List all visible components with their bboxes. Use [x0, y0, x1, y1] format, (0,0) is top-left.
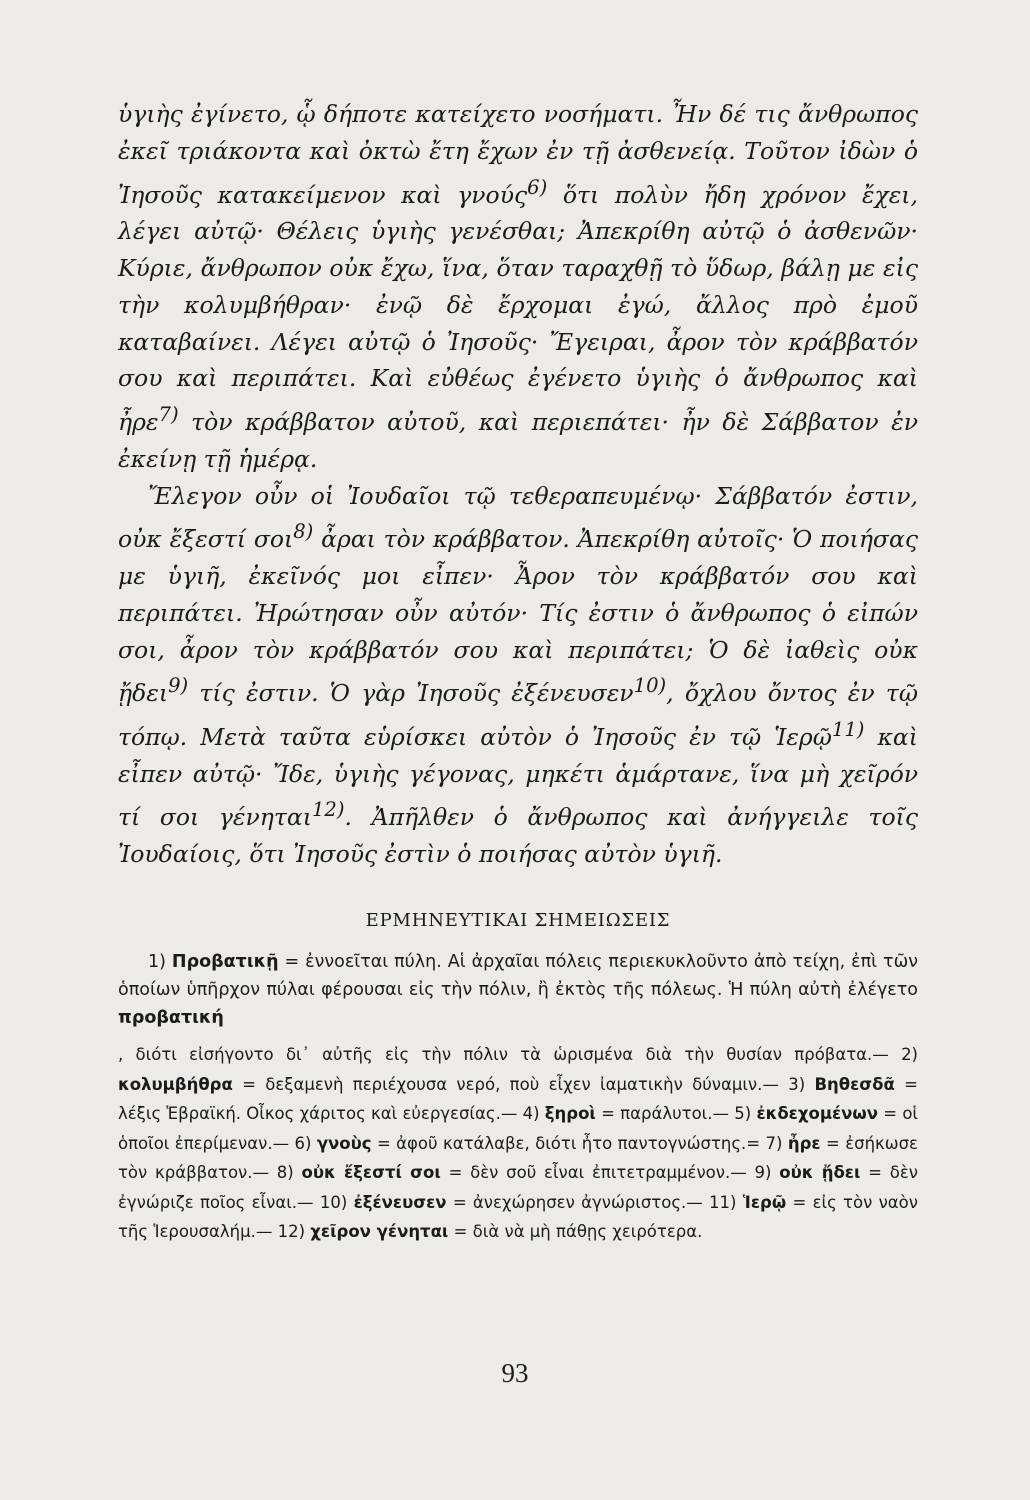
note-term: ἐξένευσεν [353, 1192, 447, 1212]
note-number: 8) [276, 1163, 302, 1182]
footnote-ref-9: 9) [168, 674, 189, 698]
note-definition: , διότι εἰσήγοντο δι᾽ αὐτῆς εἰς τὴν πόλιν τὰ ὡρισμένα διὰ τὴν θυσίαν πρόβατα.— [118, 1045, 902, 1064]
note-term: κολυμβήθρα [118, 1074, 233, 1094]
note-definition: = οἱ ὁποῖοι ἐπερίμεναν.— [118, 1104, 918, 1153]
note-item [320, 1193, 709, 1212]
footnote-ref-10: 10) [633, 674, 667, 698]
explanatory-notes [118, 948, 918, 1247]
note-definition: = δεξαμενὴ περιέχουσα νερό, ποὺ εἶχεν ἰαματικὴν δύναμιν.— [232, 1074, 789, 1094]
note-term: οὐκ ᾔδει [779, 1163, 861, 1182]
text-run: τὸν κράββατον αὐτοῦ, καὶ περιεπάτει· ἦν δὲ Σάββατον ἐν ἐκείνῃ τῇ ἡμέρᾳ. [118, 408, 918, 473]
note-definition: = δὲν σοῦ εἶναι ἐπιτετραμμένον.— [440, 1163, 755, 1182]
note-definition: = δὲν ἐγνώριζε ποῖος εἶναι.— [118, 1163, 918, 1212]
footnote-ref-8: 8) [293, 520, 314, 544]
note-definition: = ἐσήκωσε τὸν κράββατον.— [118, 1133, 918, 1182]
notes-heading: ΕΡΜΗΝΕΥΤΙΚΑΙ ΣΗΜΕΙΩΣΕΙΣ [365, 910, 671, 931]
note-number: 6) [294, 1133, 317, 1153]
note-term: γνοὺς [316, 1133, 372, 1153]
note-term: ἐκδεχομένων [756, 1104, 878, 1123]
note-definition: = λέξις Ἑβραϊκή. Οἶκος χάριτος καὶ εὐεργεσίας.— [118, 1074, 918, 1123]
note-item [294, 1134, 765, 1153]
text-run: ἆραι τὸν κράββατον. Ἀπεκρίθη αὐτοῖς· Ὁ ποιήσας με ὑγιῆ, ἐκεῖνός μοι εἶπεν· Ἆρον τὸν κράββατόν σου καὶ περιπάτει. Ἠρώτησαν οὖν αὐτόν· Τίς ἐστιν ὁ ἄνθρωπος ὁ εἰπών σοι, ἆρον τὸν κράββατόν σου καὶ περιπάτει; Ὁ δὲ ἰαθεὶς οὐκ ᾔδει [118, 525, 918, 708]
footnote-ref-7: 7) [158, 403, 179, 427]
note-definition: = ἐννοεῖται πύλη. Αἱ ἀρχαῖαι πόλεις περιεκυκλοῦντο ἀπὸ τείχη, ἐπὶ τῶν ὁποίων ὑπῆρχον πύλαι φέρουσαι εἰς τὴν πόλιν, ἢ ἐκτὸς τῆς πόλεως. Ἡ πύλη αὐτὴ ἐλέγετο [118, 952, 918, 1000]
note-term: προβατική [118, 1008, 224, 1028]
note-definition: = διὰ νὰ μὴ πάθῃς χειρότερα. [448, 1222, 703, 1241]
note-definition: = εἰς τὸν ναὸν τῆς Ἱερουσαλήμ.— [118, 1192, 918, 1241]
note-number: 3) [788, 1074, 815, 1094]
note-term: οὐκ ἔξεστί σοι [301, 1163, 441, 1182]
note-term: χεῖρον γένηται [310, 1222, 449, 1241]
note-definition: = ἀφοῦ κατάλαβε, διότι ἦτο παντογνώστης.= [371, 1133, 766, 1153]
note-number: 4) [522, 1104, 545, 1123]
note-1 [118, 948, 918, 1032]
footnote-ref-11: 11) [831, 718, 865, 742]
footnote-ref-6: 6) [527, 175, 548, 199]
text-run: . Ἀπῆλθεν ὁ ἄνθρωπος καὶ ἀνήγγειλε τοῖς Ἰουδαίοις, ὅτι Ἰησοῦς ἐστὶν ὁ ποιήσας αὐτὸν ὑγιῆ. [118, 803, 918, 869]
paragraph-1 [118, 96, 918, 478]
note-definition: = ἀνεχώρησεν ἀγνώριστος.— [446, 1192, 710, 1212]
note-number: 5) [734, 1104, 757, 1123]
note-number: 9) [754, 1163, 780, 1182]
note-term: ἦρε [787, 1133, 821, 1153]
text-run: τίς ἐστιν. Ὁ γὰρ Ἰησοῦς ἐξένευσεν [188, 679, 634, 708]
note-term: Ἱερῷ [742, 1192, 787, 1212]
notes-continuation [118, 1040, 918, 1247]
note-number: 11) [709, 1192, 743, 1212]
paragraph-2 [118, 478, 918, 873]
text-run: καὶ εἶπεν αὐτῷ· Ἴδε, ὑγιὴς γέγονας, μηκέτι ἁμάρτανε, ἵνα μὴ χεῖρόν τί σοι γένηται [118, 722, 918, 832]
note-number: 12) [277, 1222, 311, 1241]
text-run: ὑγιὴς ἐγίνετο, ᾧ δήποτε κατείχετο νοσήματι. Ἦν δέ τις ἄνθρωπος ἐκεῖ τριάκοντα καὶ ὀκτὼ ἔτη ἔχων ἐν τῇ ἀσθενείᾳ. Τοῦτον ἰδὼν ὁ Ἰησοῦς κατακείμενον καὶ γνούς [118, 100, 918, 209]
note-number: 7) [765, 1133, 788, 1153]
note-number: 1) [148, 952, 172, 972]
note-term: Βηθεσδᾶ [814, 1074, 895, 1094]
note-definition: = παράλυτοι.— [595, 1104, 735, 1123]
text-run: ὅτι πολὺν ἤδη χρόνον ἔχει, λέγει αὐτῷ· Θέλεις ὑγιὴς γενέσθαι; Ἀπεκρίθη αὐτῷ ὁ ἀσθενῶν· Κύριε, ἄνθρωπον οὐκ ἔχω, ἵνα, ὅταν ταραχθῇ τὸ ὕδωρ, βάλῃ με εἰς τὴν κολυμβήθραν· ἐνῷ δὲ ἔρχομαι ἐγώ, ἄλλος πρὸ ἐμοῦ καταβαίνει. Λέγει αὐτῷ ὁ Ἰησοῦς· Ἔγειραι, ἆρον τὸν κράββατόν σου καὶ περιπάτει. Καὶ εὐθέως ἐγένετο ὑγιὴς ὁ ἄνθρωπος καὶ ἦρε [118, 180, 918, 437]
page-number: 93 [501, 1358, 529, 1388]
text-run: , ὄχλου ὄντος ἐν τῷ τόπῳ. Μετὰ ταῦτα εὑρίσκει αὐτὸν ὁ Ἰησοῦς ἐν τῷ Ἱερῷ [118, 679, 918, 751]
note-term: ξηροὶ [544, 1104, 596, 1123]
note-item [523, 1104, 735, 1123]
note-item [277, 1163, 755, 1182]
text-run: Ἔλεγον οὖν οἱ Ἰουδαῖοι τῷ τεθεραπευμένῳ· Σάββατόν ἐστιν, οὐκ ἔξεστί σοι [118, 481, 918, 554]
note-list [118, 1045, 918, 1241]
footnote-ref-12: 12) [311, 798, 345, 822]
note-number: 10) [319, 1192, 354, 1212]
note-item [278, 1222, 703, 1241]
main-text [118, 96, 918, 873]
note-number: 2) [901, 1045, 918, 1064]
note-term: Προβατικῇ [171, 952, 279, 972]
